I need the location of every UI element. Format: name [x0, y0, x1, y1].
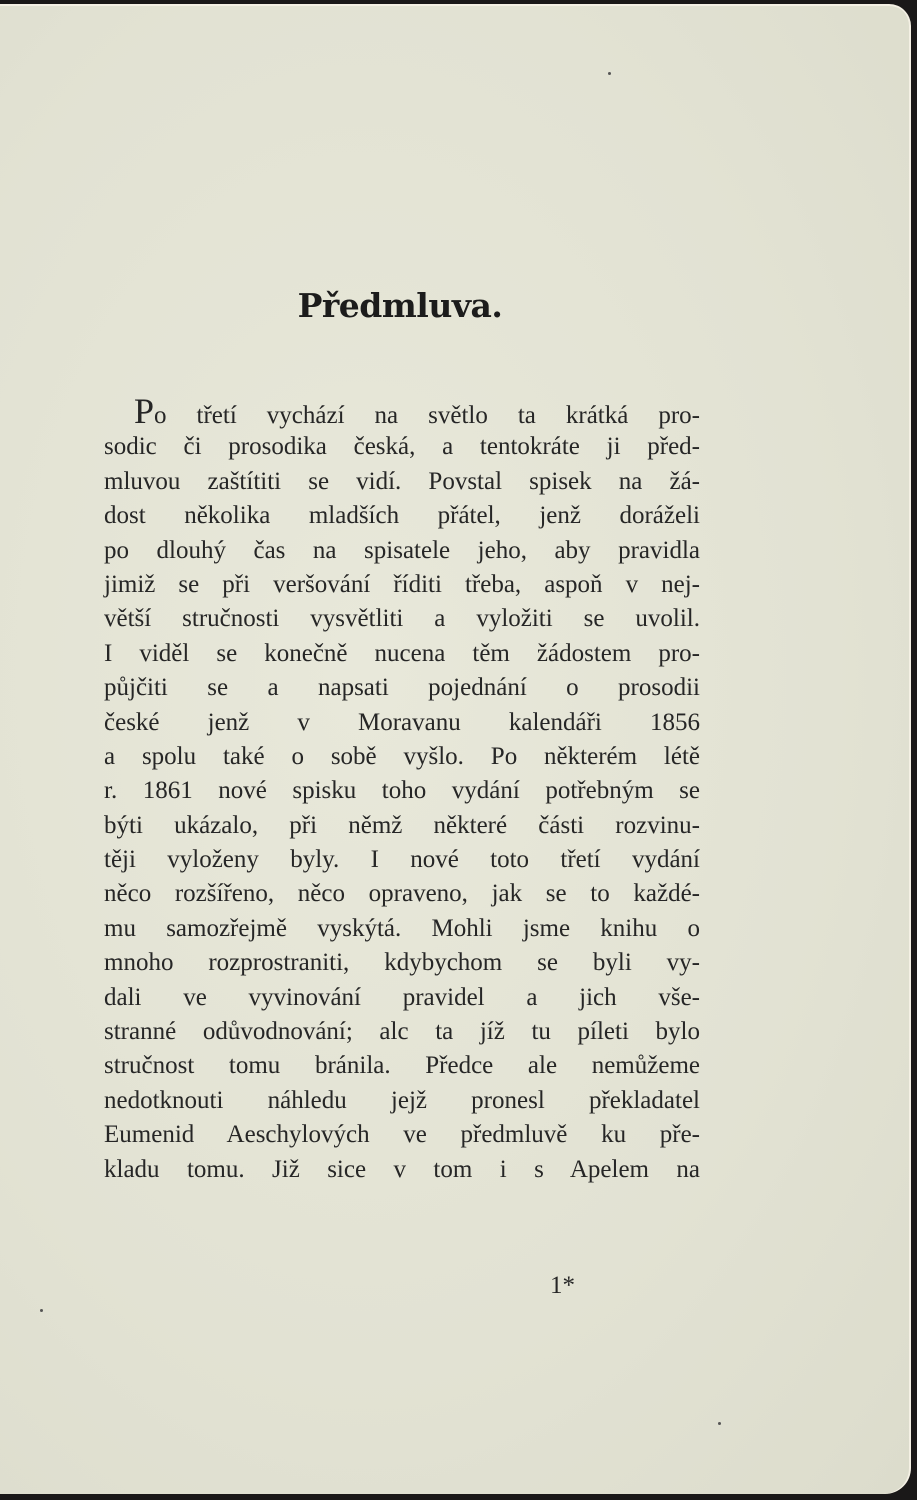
text-line: dali ve vyvinování pravidel a jich vše- — [104, 983, 700, 1011]
text-line: Eumenid Aeschylových ve předmluvě ku pře- — [104, 1121, 700, 1149]
text-line: stručnost tomu bránila. Předce ale nemůžeme — [104, 1052, 700, 1080]
page-title: Předmluva. — [297, 286, 503, 325]
text-line: I viděl se konečně nucena těm žádostem pro- — [104, 639, 700, 667]
text-line: mu samozřejmě vyskýtá. Mohli jsme knihu o — [104, 914, 700, 942]
text-line: stranné odůvodnování; alc ta jíž tu píleti bylo — [104, 1018, 700, 1046]
text-line: těji vyloženy byly. I nové toto třetí vydání — [104, 846, 700, 874]
text-line: mluvou zaštítiti se vidí. Povstal spisek na žá- — [104, 467, 700, 495]
text-line: dost několika mladších přátel, jenž doráželi — [104, 502, 700, 530]
text-line: nedotknouti náhledu jejž pronesl překladatel — [104, 1086, 700, 1114]
first-line-text: o třetí vychází na světlo ta krátká pro- — [154, 402, 700, 429]
paper-speck — [40, 1309, 43, 1312]
drop-cap: P — [134, 391, 155, 431]
signature-mark: 1* — [550, 1272, 575, 1299]
paper-speck — [718, 1422, 721, 1425]
text-line: r. 1861 nové spisku toho vydání potřebným se — [104, 777, 700, 805]
text-line: sodic či prosodika česká, a tentokráte ji před- — [104, 433, 700, 461]
text-line: po dlouhý čas na spisatele jeho, aby pravidla — [104, 536, 700, 564]
preface-text — [104, 391, 700, 1187]
text-line: větší stručnosti vysvětliti a vyložiti se uvolil. — [104, 605, 700, 633]
text-line: jimiž se při veršování říditi třeba, aspoň v nej- — [104, 570, 700, 598]
text-line: býti ukázalo, při němž některé části rozvinu- — [104, 811, 700, 839]
text-line: půjčiti se a napsati pojednání o prosodii — [104, 674, 700, 702]
text-line: a spolu také o sobě vyšlo. Po některém létě — [104, 742, 700, 770]
book-page — [0, 4, 911, 1494]
text-line: české jenž v Moravanu kalendáři 1856 — [104, 708, 700, 736]
text-line: něco rozšířeno, něco opraveno, jak se to každé- — [104, 880, 700, 908]
text-line: kladu tomu. Již sice v tom i s Apelem na — [104, 1155, 700, 1183]
text-line: mnoho rozprostraniti, kdybychom se byli vy- — [104, 949, 700, 977]
text-line-first — [104, 391, 700, 431]
paper-speck — [608, 72, 611, 75]
